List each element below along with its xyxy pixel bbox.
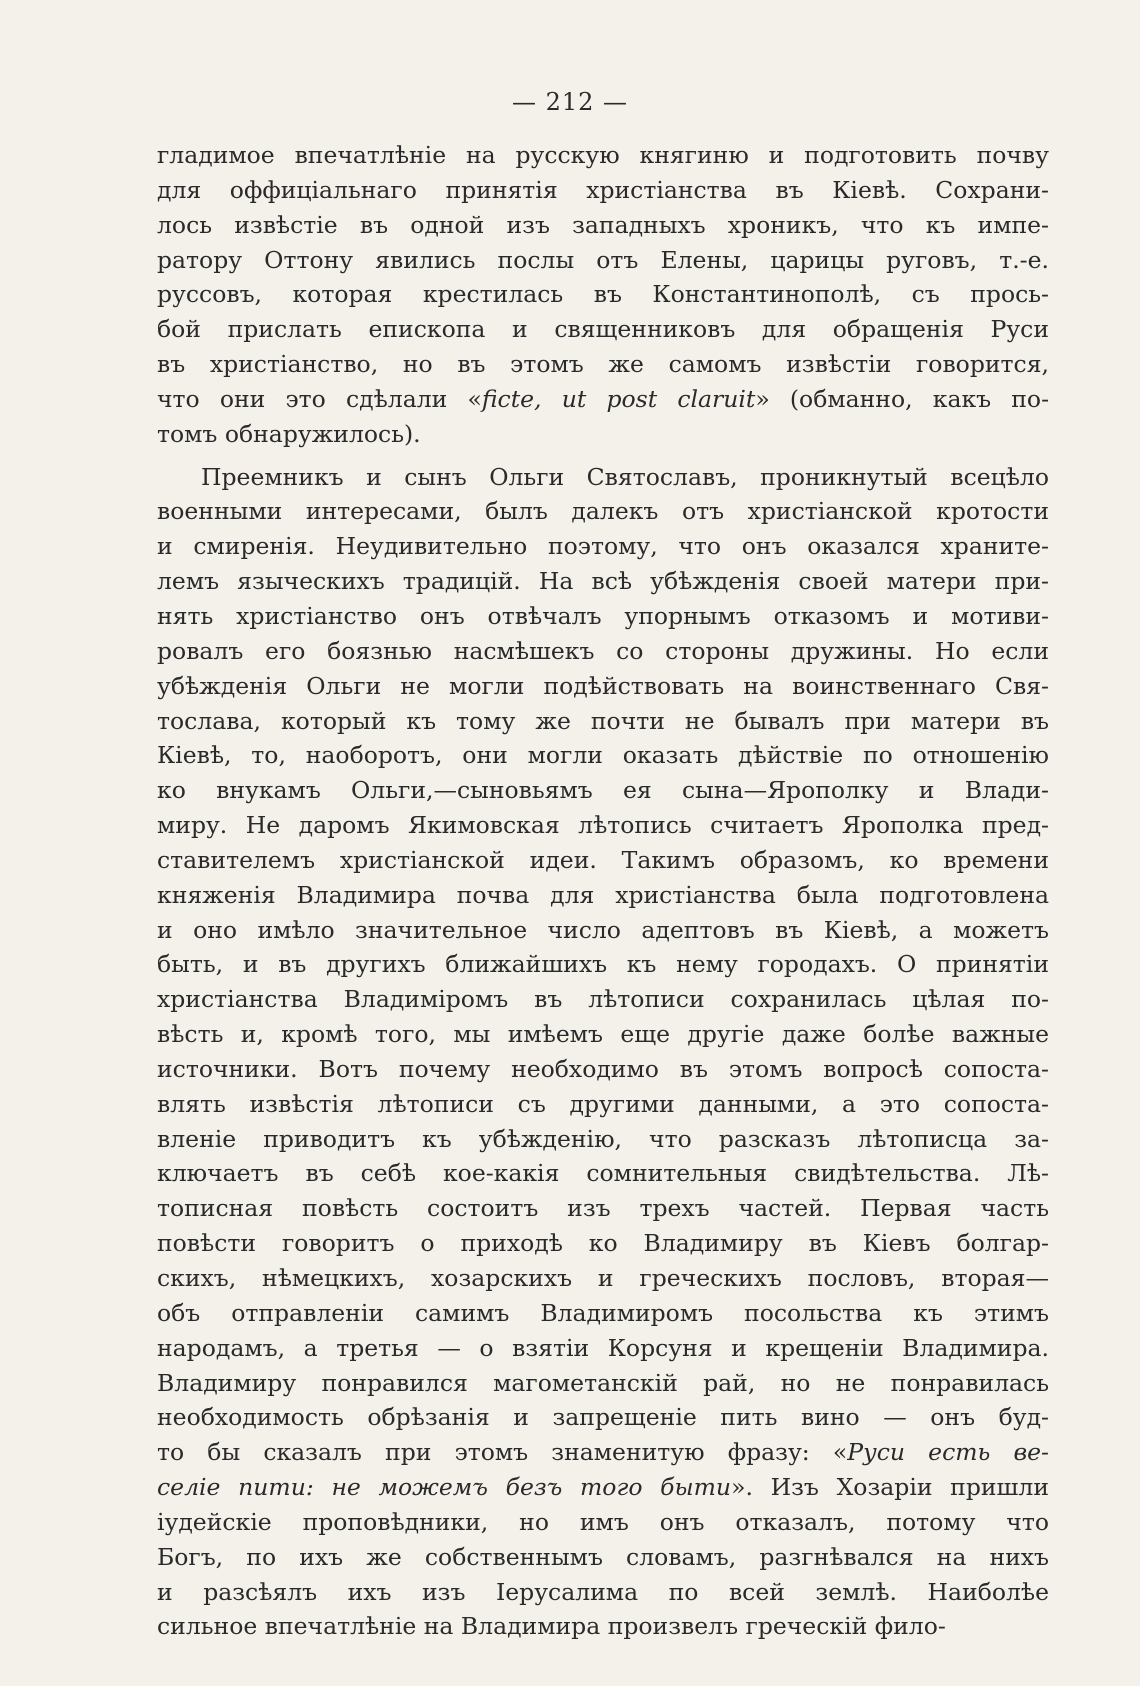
paragraph-1 [157,138,1049,460]
text-line: военными интересами, былъ далекъ отъ христіанской кротости [157,497,1049,526]
text-line [157,1435,1049,1470]
text-segment: что они это сдѣлали « [157,384,482,413]
text-line: необходимость обрѣзанія и запрещеніе пить вино — онъ буд- [157,1403,1049,1432]
italic-quote: ficte, ut post claruit [481,384,756,413]
text-line: сильное впечатлѣніе на Владимира произвелъ греческій фило- [157,1612,946,1641]
text-line: скихъ, нѣмецкихъ, хозарскихъ и греческихъ пословъ, вторая— [157,1264,1049,1292]
text-line: іудейскіе проповѣдники, но имъ онъ отказалъ, потому что [157,1507,1049,1536]
text-line: и смиренія. Неудивительно поэтому, что онъ оказался храните- [157,532,1049,561]
text-line: влять извѣстія лѣтописи съ другими данными, а это сопоста- [157,1089,1049,1118]
text-line: ставителемъ христіанской идеи. Такимъ образомъ, ко времени [157,845,1049,874]
text-line: княженія Владимира почва для христіанства была подготовлена [157,880,1049,909]
text-line: Владимиру понравился магометанскій рай, но не понравилась [157,1368,1049,1397]
text-line: бой прислать епископа и священниковъ для обращенія Руси [157,315,1049,344]
text-line: лось извѣстіе въ одной изъ западныхъ хроникъ, что къ импе- [157,210,1049,239]
text-line: христіанства Владиміромъ въ лѣтописи сохранилась цѣлая по- [157,985,1049,1014]
italic-quote: селіе пити: не можемъ безъ того быти [157,1473,732,1502]
text-line: и разсѣялъ ихъ изъ Іерусалима по всей землѣ. Наиболѣе [157,1577,1049,1606]
text-line: гладимое впечатлѣніе на русскую княгиню и подготовить почву [157,141,1049,169]
text-line: нять христіанство онъ отвѣчалъ упорнымъ отказомъ и мотиви- [157,601,1049,630]
text-line: для оффиціальнаго принятія христіанства въ Кіевѣ. Сохрани- [157,175,1049,204]
text-line: и оно имѣло значительное число адептовъ въ Кіевѣ, а можетъ [157,915,1049,944]
text-line: убѣжденія Ольги не могли подѣйствовать на воинственнаго Свя- [157,671,1049,700]
text-line: вленіе приводитъ къ убѣжденію, что разсказъ лѣтописца за- [157,1124,1049,1153]
text-line: ровалъ его боязнью насмѣшекъ со стороны дружины. Но если [157,636,1049,665]
text-line: вѣсть и, кромѣ того, мы имѣемъ еще другіе даже болѣе важные [157,1020,1049,1049]
text-line: руссовъ, которая крестилась въ Константинополѣ, съ прось- [157,280,1049,309]
paragraph-2 [157,460,1049,1645]
text-line: повѣсти говоритъ о приходѣ ко Владимиру въ Кіевъ болгар- [157,1229,1049,1258]
paragraph-gap [157,452,1049,460]
text-line [157,382,1049,417]
page-number: — 212 — [511,88,629,116]
text-segment: » (обманно, какъ по- [755,384,1050,413]
text-line [157,1470,1049,1505]
text-line: томъ обнаружилось). [157,419,421,448]
text-line: народамъ, а третья — о взятіи Корсуня и крещеніи Владимира. [157,1333,1049,1362]
text-line: источники. Вотъ почему необходимо въ этомъ вопросѣ сопоста- [157,1054,1049,1083]
text-line: Богъ, по ихъ же собственнымъ словамъ, разгнѣвался на нихъ [157,1542,1049,1571]
text-line: ратору Оттону явились послы отъ Елены, царицы руговъ, т.-е. [157,245,1049,274]
text-line: Кіевѣ, то, наоборотъ, они могли оказать дѣйствіе по отношенію [157,741,1049,770]
text-line: лемъ языческихъ традицій. На всѣ убѣжденія своей матери при- [157,567,1049,596]
body-text [157,138,1049,1644]
text-line: объ отправленіи самимъ Владимиромъ посольства къ этимъ [157,1298,1049,1327]
text-line: ко внукамъ Ольги,—сыновьямъ ея сына—Ярополку и Влади- [157,776,1049,805]
italic-quote: Руси есть ве- [847,1438,1049,1467]
text-line: тописная повѣсть состоитъ изъ трехъ частей. Первая часть [157,1194,1049,1223]
text-segment: то бы сказалъ при этомъ знаменитую фразу: « [157,1438,848,1467]
text-line: миру. Не даромъ Якимовская лѣтопись считаетъ Ярополка пред- [157,811,1049,840]
text-line: тослава, который къ тому же почти не бывалъ при матери въ [157,706,1049,735]
text-line: въ христіанство, но въ этомъ же самомъ извѣстіи говорится, [157,350,1049,379]
text-segment: ». Изъ Хозаріи пришли [731,1473,1049,1502]
text-line: Преемникъ и сынъ Ольги Святославъ, проникнутый всецѣло [201,462,1049,491]
text-line: ключаетъ въ себѣ кое-какія сомнительныя свидѣтельства. Лѣ- [157,1159,1049,1188]
text-line: быть, и въ другихъ ближайшихъ къ нему городахъ. О принятіи [157,950,1049,979]
